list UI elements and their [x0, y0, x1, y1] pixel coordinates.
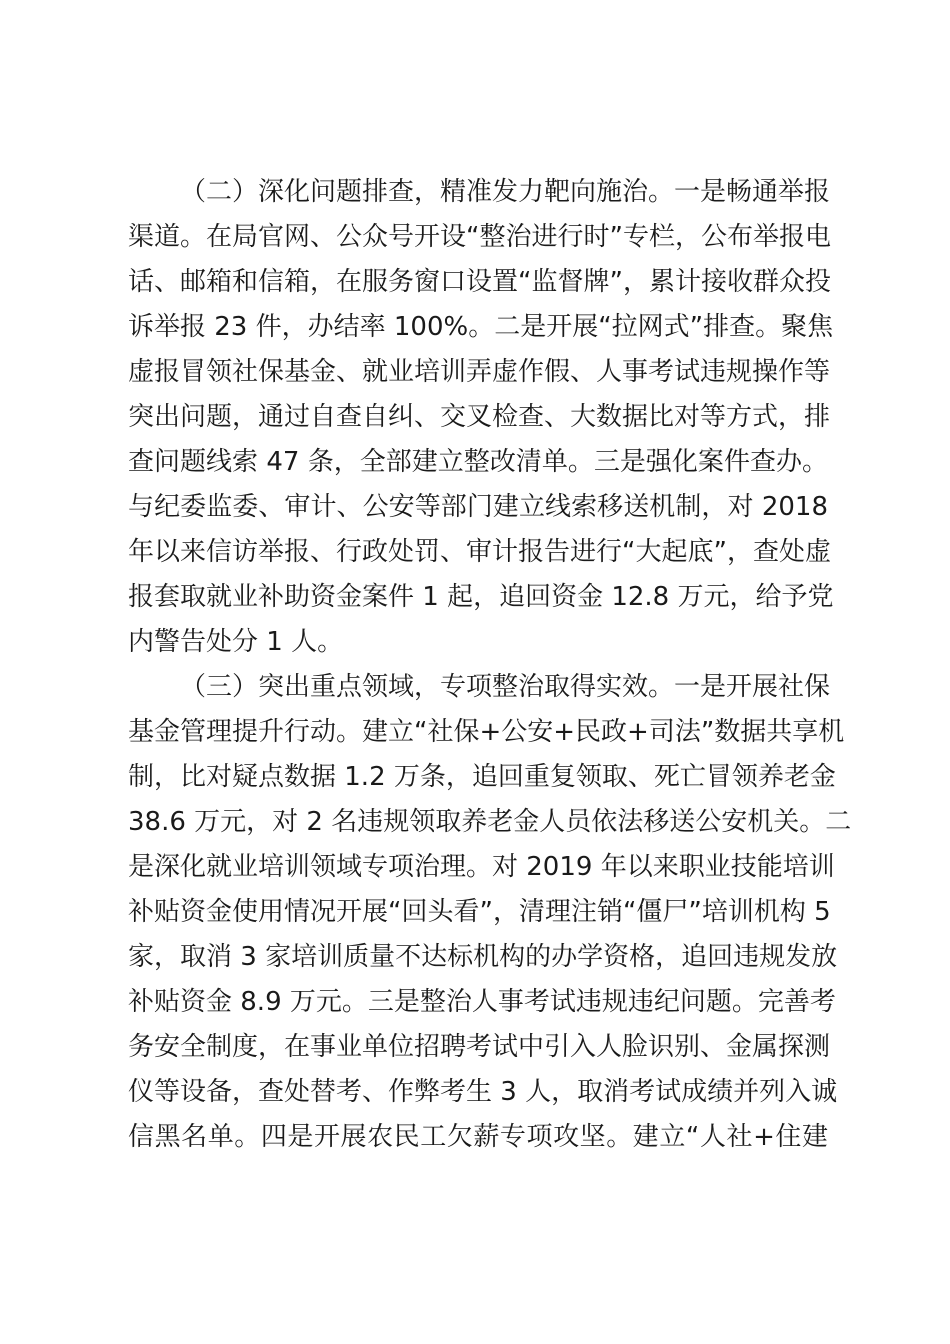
- text-line: （二）深化问题排查，精准发力靶向施治。一是畅通举报: [180, 177, 831, 207]
- text-line: 年以来信访举报、行政处罚、审计报告进行“大起底”，查处虚: [128, 537, 831, 567]
- text-line: 基金管理提升行动。建立“社保+公安+民政+司法”数据共享机: [128, 717, 845, 747]
- text-line: 报套取就业补助资金案件 1 起，追回资金 12.8 万元，给予党: [128, 582, 834, 612]
- text-line: 诉举报 23 件，办结率 100%。二是开展“拉网式”排查。聚焦: [128, 312, 834, 342]
- text-line: 补贴资金使用情况开展“回头看”，清理注销“僵尸”培训机构 5: [128, 897, 831, 927]
- text-line: 38.6 万元，对 2 名违规领取养老金人员依法移送公安机关。二: [128, 807, 852, 837]
- text-line: 家，取消 3 家培训质量不达标机构的办学资格，追回违规发放: [128, 942, 838, 972]
- text-line: 查问题线索 47 条，全部建立整改清单。三是强化案件查办。: [128, 447, 828, 477]
- text-line: 话、邮箱和信箱，在服务窗口设置“监督牌”，累计接收群众投: [128, 267, 831, 297]
- text-line: 是深化就业培训领域专项治理。对 2019 年以来职业技能培训: [128, 852, 835, 882]
- text-line: 务安全制度，在事业单位招聘考试中引入人脸识别、金属探测: [128, 1032, 831, 1062]
- text-line: 与纪委监委、审计、公安等部门建立线索移送机制，对 2018: [128, 492, 828, 522]
- text-line: 虚报冒领社保基金、就业培训弄虚作假、人事考试违规操作等: [128, 357, 831, 387]
- text-line: 内警告处分 1 人。: [128, 627, 344, 657]
- text-line: 补贴资金 8.9 万元。三是整治人事考试违规违纪问题。完善考: [128, 987, 836, 1017]
- text-line: 突出问题，通过自查自纠、交叉检查、大数据比对等方式，排: [128, 402, 831, 432]
- text-line: 渠道。在局官网、公众号开设“整治进行时”专栏，公布举报电: [128, 222, 831, 252]
- text-line: 仪等设备，查处替考、作弊考生 3 人，取消考试成绩并列入诚: [128, 1077, 838, 1107]
- text-line: 制，比对疑点数据 1.2 万条，追回重复领取、死亡冒领养老金: [128, 762, 836, 792]
- text-line: 信黑名单。四是开展农民工欠薪专项攻坚。建立“人社+住建: [128, 1122, 828, 1152]
- text-line: （三）突出重点领域，专项整治取得实效。一是开展社保: [180, 672, 831, 702]
